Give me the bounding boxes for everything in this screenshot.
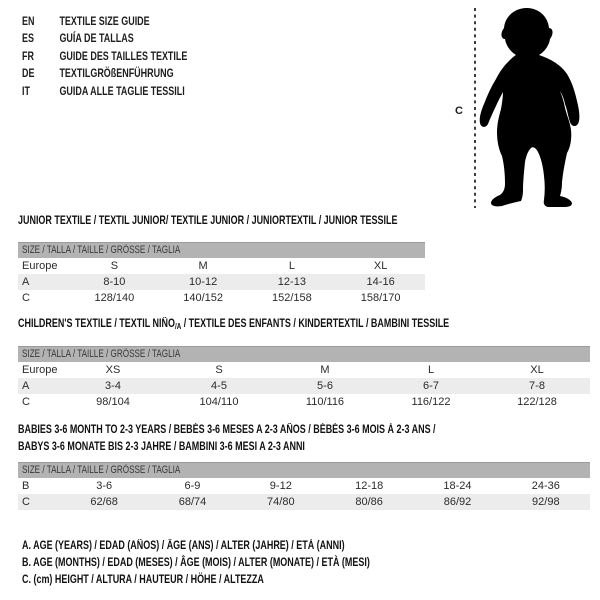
table-cell: 10-12 <box>189 276 218 288</box>
table-cell: 110/116 <box>305 396 345 408</box>
language-row <box>22 14 187 31</box>
baby-figure <box>448 0 600 215</box>
language-row <box>22 84 187 101</box>
table-row <box>18 362 590 378</box>
row-label-cell: B <box>22 480 30 492</box>
language-row <box>22 66 187 83</box>
table-title-segment: BABYS 3-6 MONATE BIS 2-3 JAHRE / BAMBINI 3-6 MESI A 2-3 ANNI <box>18 441 305 453</box>
table-cell: XL <box>530 364 544 376</box>
language-label: GUÍA DE TALLAS <box>59 33 134 46</box>
language-label: TEXTILGRÖßENFÜHRUNG <box>59 68 174 81</box>
table-cell: 14-16 <box>366 276 395 288</box>
babies-size-table <box>18 478 590 510</box>
table-title-line <box>18 215 397 228</box>
table-cell: 6-7 <box>423 380 439 392</box>
table-title-segment: JUNIOR TEXTILE / TEXTIL JUNIOR/ TEXTILE JUNIOR / JUNIORTEXTIL / JUNIOR TESSILE <box>18 215 398 227</box>
babies-table-title <box>18 422 464 456</box>
table-cell: 152/158 <box>271 292 312 304</box>
table-cell: 104/110 <box>199 396 239 408</box>
language-label: GUIDE DES TAILLES TEXTILE <box>59 50 188 63</box>
table-cell: 122/128 <box>517 396 557 408</box>
babies-textile-section <box>18 422 590 510</box>
row-label-cell: A <box>22 380 30 392</box>
language-label: TEXTILE SIZE GUIDE <box>59 16 150 28</box>
table-cell: 12-13 <box>277 276 306 288</box>
table-cell: 7-8 <box>529 380 545 392</box>
size-header-text: SIZE / TALLA / TAILLE / GRÖSSE / TAGLIA <box>22 464 181 476</box>
language-code: FR <box>22 50 34 63</box>
footnote-line: A. AGE (YEARS) / EDAD (AÑOS) / ÂGE (ANS) / ALTER (JAHRE) / ETÀ (ANNI) <box>22 540 345 552</box>
baby-silhouette-icon <box>480 8 580 207</box>
table-cell: 68/74 <box>178 496 207 508</box>
row-label-cell: Europe <box>22 364 58 376</box>
table-cell: 140/152 <box>183 292 223 304</box>
baby-silhouette-svg <box>448 0 600 215</box>
table-title-segment: CHILDREN'S TEXTILE / TEXTIL NIÑO <box>18 318 175 330</box>
row-label-cell: C <box>22 496 30 508</box>
table-cell: 74/80 <box>267 496 295 508</box>
table-cell: L <box>427 364 435 376</box>
footnote-line: B. AGE (MONTHS) / EDAD (MESES) / ÂGE (MOIS) / ALTER (MONATE) / ETÀ (MESI) <box>22 557 370 569</box>
table-row <box>18 290 425 306</box>
table-cell: M <box>320 364 330 376</box>
table-title-line <box>18 422 464 439</box>
language-code: ES <box>22 33 34 46</box>
children-size-table <box>18 362 590 410</box>
size-header-bar <box>18 242 425 258</box>
table-title-segment: / TEXTILE DES ENFANTS / KINDERTEXTIL / BAMBINI TESSILE <box>181 318 450 330</box>
language-row <box>22 49 187 66</box>
children-textile-section <box>18 318 590 410</box>
table-cell: 12-18 <box>355 480 384 492</box>
table-cell: 3-4 <box>105 380 121 392</box>
height-measure-label: C <box>455 105 463 117</box>
table-cell: 5-6 <box>317 380 333 392</box>
table-cell: 6-9 <box>184 480 201 492</box>
table-cell: S <box>215 364 223 376</box>
language-code: IT <box>22 85 30 98</box>
size-header-bar <box>18 462 590 478</box>
table-cell: 9-12 <box>269 480 292 492</box>
children-table-title <box>18 318 464 333</box>
footnote-line: C. (cm) HEIGHT / ALTURA / HAUTEUR / HÖHE / ALTEZZA <box>22 574 264 586</box>
footnotes <box>22 538 370 589</box>
table-cell: 18-24 <box>443 480 472 492</box>
table-cell: M <box>198 260 208 272</box>
junior-textile-section <box>18 215 504 306</box>
language-code: DE <box>22 68 35 81</box>
table-title-segment: BABIES 3-6 MONTH TO 2-3 YEARS / BEBÉS 3-6 MESES A 2-3 AÑOS / BÉBÉS 3-6 MOIS À 2-3 ANS / <box>18 424 436 436</box>
table-cell: S <box>110 260 119 272</box>
table-cell: 8-10 <box>103 276 126 288</box>
row-label-cell: Europe <box>22 260 58 272</box>
table-cell: 158/170 <box>360 292 401 304</box>
language-label: GUIDA ALLE TAGLIE TESSILI <box>59 85 185 98</box>
table-cell: 92/98 <box>532 496 560 508</box>
table-row <box>18 378 590 394</box>
language-row <box>22 31 187 48</box>
table-row <box>18 478 590 494</box>
table-cell: XS <box>105 364 121 376</box>
table-row <box>18 274 425 290</box>
table-cell: 80/86 <box>355 496 383 508</box>
table-cell: 116/122 <box>411 396 451 408</box>
size-header-text: SIZE / TALLA / TAILLE / GRÖSSE / TAGLIA <box>22 348 181 360</box>
table-row <box>18 258 425 274</box>
table-cell: 98/104 <box>96 396 130 408</box>
table-cell: L <box>288 260 295 272</box>
row-label-cell: A <box>22 276 30 288</box>
size-header-text: SIZE / TALLA / TAILLE / GRÖSSE / TAGLIA <box>22 244 181 256</box>
table-cell: 3-6 <box>96 480 113 492</box>
table-title-segment: /A <box>174 322 182 331</box>
table-title-line <box>18 439 464 456</box>
junior-table-title <box>18 215 397 228</box>
table-cell: XL <box>373 260 388 272</box>
table-row <box>18 494 590 510</box>
table-row <box>18 394 590 410</box>
table-cell: 4-5 <box>211 380 227 392</box>
table-cell: 24-36 <box>531 480 560 492</box>
language-code: EN <box>22 16 35 28</box>
table-cell: 128/140 <box>94 292 135 304</box>
table-cell: 86/92 <box>443 496 472 508</box>
row-label-cell: C <box>22 396 30 408</box>
language-list <box>22 14 187 101</box>
size-header-bar <box>18 346 590 362</box>
table-title-line <box>18 318 464 333</box>
table-cell: 62/68 <box>90 496 118 508</box>
junior-size-table <box>18 258 425 306</box>
row-label-cell: C <box>22 292 30 304</box>
